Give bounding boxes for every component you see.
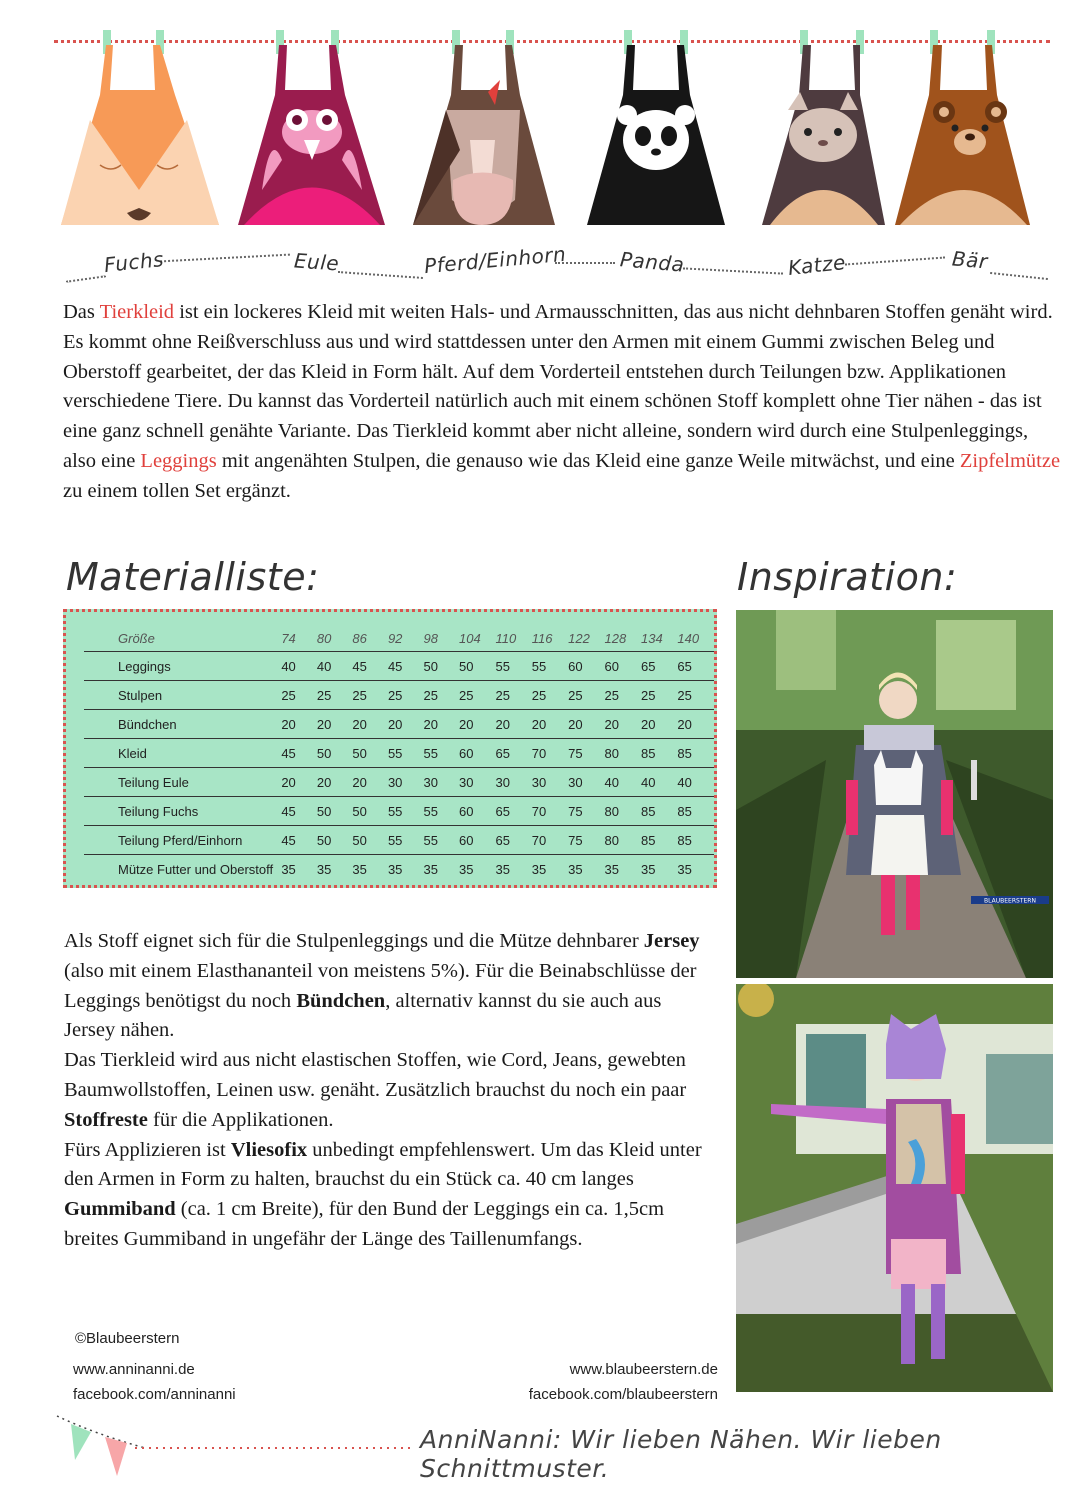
body-bold: Jersey [643,930,700,952]
material-value-cell: 35 [388,855,424,884]
material-value-cell: 20 [677,710,714,739]
material-value-cell: 40 [641,768,677,797]
material-name-cell: Stulpen [84,681,281,710]
material-value-cell: 60 [459,739,495,768]
label-dotted-line [338,271,423,279]
blaubeerstern-url[interactable]: www.blaubeerstern.de [569,1361,718,1378]
material-value-cell: 50 [352,826,388,855]
material-value-cell: 75 [568,739,604,768]
table-header-row [84,626,714,652]
table-row [84,739,714,768]
material-value-cell: 50 [424,652,460,681]
material-value-cell: 55 [388,739,424,768]
material-value-cell: 30 [568,768,604,797]
material-value-cell: 35 [424,855,460,884]
label-dotted-line [683,267,783,274]
material-table-box [63,609,717,888]
material-value-cell: 80 [605,797,641,826]
label-fox: Fuchs [102,246,166,278]
label-bear: Bär [951,246,989,274]
size-cell: 80 [316,631,332,646]
material-value-cell: 85 [641,739,677,768]
size-cell: 74 [281,631,296,646]
material-value-cell: 50 [317,797,353,826]
material-value-cell: 25 [281,681,317,710]
size-cell: 116 [531,631,553,646]
inspiration-photo-cat-dress [736,610,1053,978]
material-name-cell: Leggings [84,652,281,681]
material-value-cell: 60 [605,652,641,681]
table-row [84,826,714,855]
material-value-cell: 20 [532,710,568,739]
size-cell: 110 [495,631,517,646]
size-cell: 128 [604,631,627,646]
material-value-cell: 25 [641,681,677,710]
material-value-cell: 55 [424,797,460,826]
material-value-cell: 85 [641,797,677,826]
material-value-cell: 75 [568,797,604,826]
material-value-cell: 40 [605,768,641,797]
materialliste-heading: Materialliste: [66,555,320,599]
table-row [84,797,714,826]
size-cell: 92 [387,631,403,646]
material-value-cell: 45 [388,652,424,681]
intro-paragraph [63,298,1063,507]
table-body [84,652,714,884]
material-value-cell: 25 [352,681,388,710]
material-value-cell: 20 [352,768,388,797]
material-value-cell: 35 [281,855,317,884]
body-bold: Vliesofix [230,1138,308,1161]
size-cell: 98 [423,631,438,646]
label-owl: Eule [293,248,340,276]
material-value-cell: 65 [677,652,714,681]
copyright: ©Blaubeerstern [75,1330,180,1347]
table-row [84,681,714,710]
material-value-cell: 20 [568,710,604,739]
material-value-cell: 45 [352,652,388,681]
material-name-cell: Bündchen [84,710,281,739]
body-text: unbedingt empfehlenswert. Um das Kleid unter den Armen in Form zu halten, brauchst du ein Stück ca. 40 cm langes [64,1138,702,1191]
material-value-cell: 70 [532,739,568,768]
material-value-cell: 35 [568,855,604,884]
label-dotted-line [66,275,106,283]
body-text: Fürs Applizieren ist [64,1138,231,1161]
zipfelmuetze-link[interactable]: Zipfelmütze [959,449,1061,472]
bear-dress-icon [895,30,1030,225]
material-value-cell: 25 [532,681,568,710]
material-value-cell: 55 [424,826,460,855]
material-value-cell: 35 [459,855,495,884]
material-value-cell: 35 [495,855,531,884]
material-description [64,927,714,1255]
material-value-cell: 50 [317,826,353,855]
label-cat: Katze [786,250,847,280]
body-text: Als Stoff eignet sich für die Stulpenleggings und die Mütze dehnbarer [64,930,644,952]
material-value-cell: 35 [352,855,388,884]
owl-dress-icon [238,30,385,225]
intro-text: ist ein lockeres Kleid mit weiten Hals- und Armausschnitten, das aus nicht dehnbaren Stoffen genäht wird. Es kommt ohne Reißverschluss aus und wird stattdessen unter den Armen mit einem Gummi zwischen Beleg und Oberstoff gearbeitet, der das Kleid in Form hält. Auf dem Vorderteil entstehen durch Teilungen bzw. Applikationen verschiedene Tiere. Du kannst das Vorderteil natürlich auch mit einem schönen Stoff komplett ohne Tier nähen - das ist eine ganz schnell genähte Variante. Das Tierkleid kommt aber nicht alleine, sondern wird durch eine Stulpenleggings, also eine [63,301,1053,472]
material-value-cell: 45 [281,739,317,768]
size-cell: 86 [352,631,367,646]
table-row [84,652,714,681]
material-value-cell: 25 [605,681,641,710]
material-value-cell: 65 [495,739,531,768]
material-value-cell: 25 [677,681,714,710]
photo-badge: BLAUBEERSTERN [984,897,1036,905]
material-value-cell: 25 [459,681,495,710]
material-value-cell: 75 [568,826,604,855]
material-value-cell: 55 [495,652,531,681]
label-panda: Panda [619,247,686,277]
anninanni-url[interactable]: www.anninanni.de [73,1361,195,1378]
material-value-cell: 55 [532,652,568,681]
material-value-cell: 35 [317,855,353,884]
tagline: AnniNanni: Wir lieben Nähen. Wir lieben Schnittmuster. [420,1425,942,1483]
inspiration-heading: Inspiration: [737,555,958,599]
intro-text: mit angenähten Stulpen, die genauso wie das Kleid eine ganze Weile mitwächst, und eine [216,449,960,472]
material-value-cell: 20 [317,768,353,797]
panda-dress-icon [587,30,725,225]
material-value-cell: 50 [352,797,388,826]
label-horse: Pferd/Einhorn [423,241,568,279]
label-dotted-line [160,254,290,263]
material-value-cell: 45 [281,797,317,826]
material-value-cell: 60 [459,826,495,855]
material-value-cell: 85 [677,826,714,855]
table-row [84,710,714,739]
material-value-cell: 65 [495,826,531,855]
material-value-cell: 25 [424,681,460,710]
material-value-cell: 70 [532,826,568,855]
material-value-cell: 30 [424,768,460,797]
label-dotted-line [990,272,1048,280]
material-value-cell: 25 [495,681,531,710]
material-name-cell: Teilung Pferd/Einhorn [84,826,281,855]
bunting-icon [55,1410,415,1490]
material-name-cell: Teilung Fuchs [84,797,281,826]
material-value-cell: 55 [388,826,424,855]
size-header: Größe [118,631,155,646]
material-value-cell: 35 [605,855,641,884]
dress-illustrations [0,0,1085,240]
horse-dress-icon [413,30,555,225]
material-value-cell: 25 [568,681,604,710]
material-value-cell: 80 [605,739,641,768]
material-value-cell: 20 [352,710,388,739]
label-dotted-line [845,257,945,266]
material-value-cell: 70 [532,797,568,826]
body-text: für die Applikationen. [147,1108,334,1131]
material-value-cell: 20 [424,710,460,739]
material-name-cell: Kleid [84,739,281,768]
body-text: (ca. 1 cm Breite), für den Bund der Leggings ein ca. 1,5cm breites Gummiband in ungefähr der Länge des Taillenumfangs. [64,1198,665,1250]
material-value-cell: 55 [388,797,424,826]
material-value-cell: 80 [605,826,641,855]
leggings-link[interactable]: Leggings [140,449,217,472]
material-name-cell: Mütze Futter und Oberstoff [84,855,281,884]
material-value-cell: 65 [495,797,531,826]
material-value-cell: 20 [495,710,531,739]
anninanni-facebook[interactable]: facebook.com/anninanni [73,1386,236,1403]
body-text: (also mit einem Elasthananteil von meistens 5%). Für die Beinabschlüsse der Leggings benötigst du noch [64,959,697,1012]
material-value-cell: 20 [641,710,677,739]
material-value-cell: 20 [317,710,353,739]
material-value-cell: 85 [677,797,714,826]
material-value-cell: 20 [459,710,495,739]
body-text: , alternativ kannst du sie auch aus Jersey nähen. [64,989,662,1042]
material-value-cell: 20 [388,710,424,739]
body-bold: Stoffreste [64,1108,148,1131]
size-cell: 104 [459,631,481,646]
intro-text: zu einem tollen Set ergänzt. [63,479,291,502]
size-cell: 140 [677,631,700,646]
material-value-cell: 50 [317,739,353,768]
body-text: Das Tierkleid wird aus nicht elastischen Stoffen, wie Cord, Jeans, gewebten Baumwollstoffen, Leinen usw. genäht. Zusätzlich brauchst du noch ein paar [64,1049,687,1101]
material-value-cell: 35 [641,855,677,884]
material-value-cell: 60 [568,652,604,681]
material-value-cell: 30 [388,768,424,797]
material-value-cell: 30 [532,768,568,797]
material-value-cell: 20 [281,768,317,797]
material-value-cell: 20 [605,710,641,739]
table-row [84,855,714,884]
blaubeerstern-facebook[interactable]: facebook.com/blaubeerstern [528,1386,718,1403]
material-value-cell: 35 [532,855,568,884]
material-value-cell: 25 [388,681,424,710]
tierkleid-link[interactable]: Tierkleid [99,301,175,323]
size-cell: 134 [640,631,663,646]
material-value-cell: 50 [352,739,388,768]
material-value-cell: 60 [459,797,495,826]
material-value-cell: 45 [281,826,317,855]
material-value-cell: 50 [459,652,495,681]
material-value-cell: 40 [281,652,317,681]
intro-text: Das [63,301,100,323]
material-value-cell: 30 [459,768,495,797]
size-cell: 122 [568,631,590,646]
material-value-cell: 30 [495,768,531,797]
material-name-cell: Teilung Eule [84,768,281,797]
material-table [84,626,714,883]
material-value-cell: 65 [641,652,677,681]
material-value-cell: 85 [677,739,714,768]
inspiration-photo-unicorn-dress [736,984,1053,1392]
material-value-cell: 25 [317,681,353,710]
material-value-cell: 20 [281,710,317,739]
body-bold: Bündchen [296,989,386,1012]
material-value-cell: 35 [677,855,714,884]
body-bold: Gummiband [64,1198,176,1221]
material-value-cell: 85 [641,826,677,855]
material-value-cell: 40 [677,768,714,797]
material-value-cell: 55 [424,739,460,768]
table-row [84,768,714,797]
material-value-cell: 40 [317,652,353,681]
fox-dress-icon [61,30,219,225]
cat-dress-icon [762,30,885,225]
